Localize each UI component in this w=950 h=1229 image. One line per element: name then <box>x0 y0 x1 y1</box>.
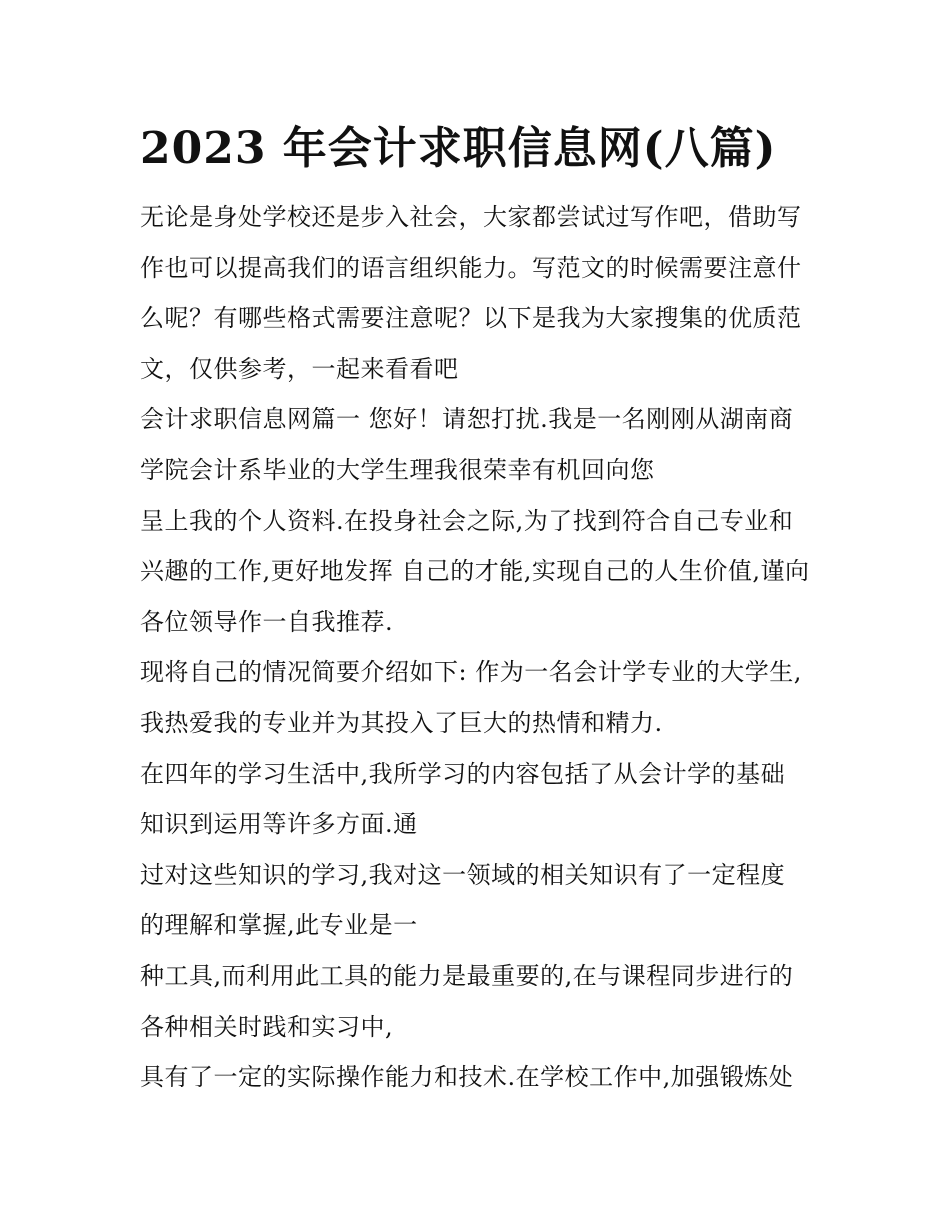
paragraph-skills <box>140 1052 820 1103</box>
paragraph-line: 在四年的学习生活中,我所学习的内容包括了从会计学的基础 <box>140 759 786 788</box>
paragraph-self-recommendation <box>140 496 820 648</box>
paragraph-knowledge <box>140 850 820 951</box>
paragraph-line: 么呢？有哪些格式需要注意呢？以下是我为大家搜集的优质范 <box>140 304 802 333</box>
paragraph-line: 种工具,而利用此工具的能力是最重要的,在与课程同步进行的 <box>140 961 794 990</box>
paragraph-line: 各位领导作一自我推荐. <box>140 607 394 636</box>
paragraph-line: 无论是身处学校还是步入社会，大家都尝试过写作吧，借助写 <box>140 203 802 231</box>
paragraph-line: 我热爱我的专业并为其投入了巨大的热情和精力. <box>140 708 663 737</box>
paragraph-line: 各种相关时践和实习中, <box>140 1012 394 1041</box>
paragraph-line: 会计求职信息网篇一 您好！请恕打扰.我是一名刚刚从湖南商 <box>140 405 794 434</box>
document-title: 2023 年会计求职信息网(八篇) <box>140 123 777 174</box>
paragraph-line: 知识到运用等许多方面.通 <box>140 810 418 839</box>
paragraph-line: 作也可以提高我们的语言组织能力。写范文的时候需要注意什 <box>140 253 802 282</box>
paragraph-line: 兴趣的工作,更好地发挥 自己的才能,实现自己的人生价值,谨向 <box>140 557 810 586</box>
paragraph-line: 具有了一定的实际操作能力和技术.在学校工作中,加强锻炼处 <box>140 1063 794 1092</box>
paragraph-introduction <box>140 647 820 748</box>
paragraph-line: 学院会计系毕业的大学生理我很荣幸有机回向您 <box>140 455 655 484</box>
paragraph-line: 现将自己的情况简要介绍如下: 作为一名会计学专业的大学生, <box>140 658 802 687</box>
paragraph-study <box>140 749 820 850</box>
paragraph-line: 过对这些知识的学习,我对这一领域的相关知识有了一定程度 <box>140 860 786 889</box>
paragraph-line: 的理解和掌握,此专业是一 <box>140 911 418 940</box>
paragraph-intro <box>140 192 820 394</box>
paragraph-line: 文，仅供参考，一起来看看吧 <box>140 354 459 383</box>
document-page <box>140 118 820 1103</box>
paragraph-line: 呈上我的个人资料.在投身社会之际,为了找到符合自己专业和 <box>140 506 794 535</box>
paragraph-greeting <box>140 394 820 495</box>
paragraph-practice <box>140 951 820 1052</box>
